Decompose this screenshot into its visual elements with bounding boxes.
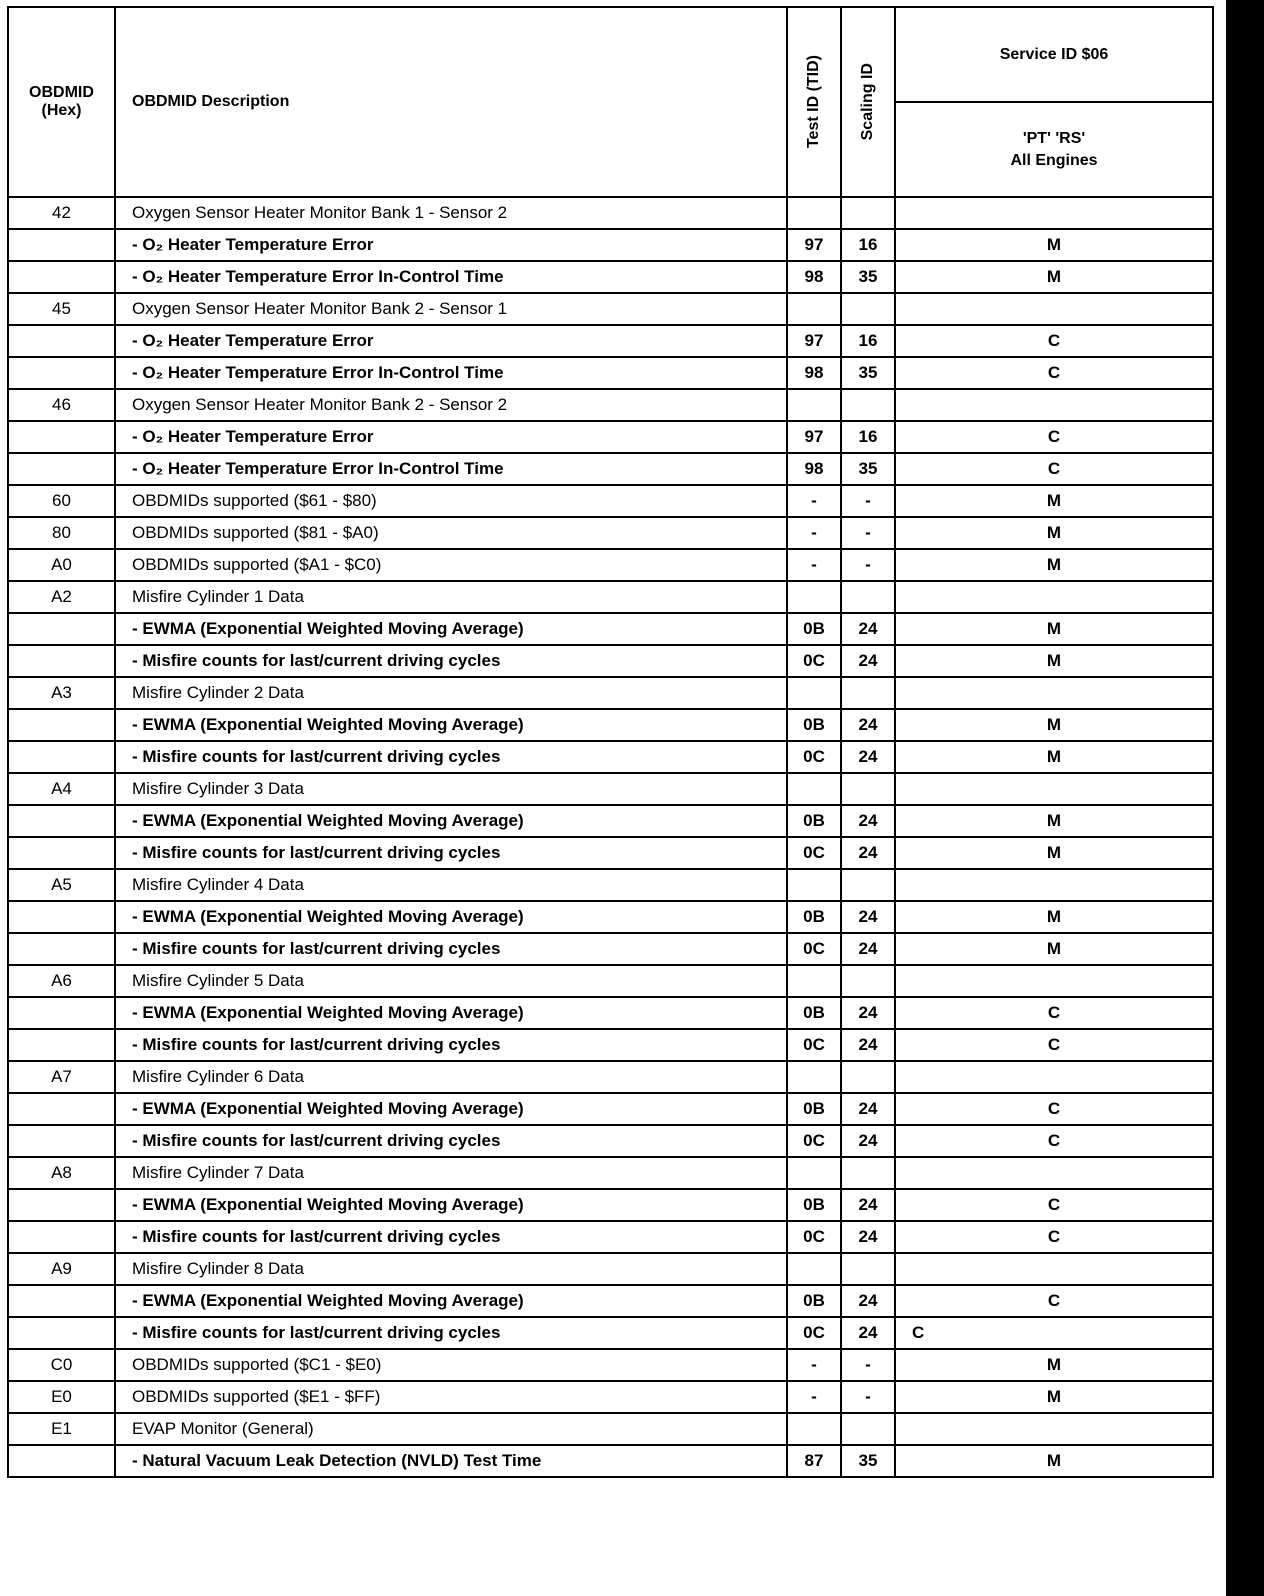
page-edge-bar: [1226, 0, 1264, 1596]
applicability-cell: M: [895, 613, 1213, 645]
description-cell: - EWMA (Exponential Weighted Moving Average): [115, 805, 787, 837]
header-service-label: Service ID $06: [999, 45, 1109, 63]
scaling-id-cell: 24: [841, 933, 895, 965]
scaling-id-cell: 24: [841, 1189, 895, 1221]
description-cell: - EWMA (Exponential Weighted Moving Average): [115, 709, 787, 741]
scaling-id-cell: 16: [841, 421, 895, 453]
scaling-id-cell: 24: [841, 1093, 895, 1125]
tid-cell: 0B: [787, 805, 841, 837]
description-cell: - O₂ Heater Temperature Error In-Control Time: [115, 261, 787, 293]
obdmid-hex-cell: [8, 261, 115, 293]
obdmid-hex-cell: A6: [8, 965, 115, 997]
applicability-cell: [895, 773, 1213, 805]
tid-cell: 0C: [787, 1125, 841, 1157]
tid-cell: 0C: [787, 933, 841, 965]
obdmid-hex-cell: E1: [8, 1413, 115, 1445]
applicability-cell: M: [895, 645, 1213, 677]
scaling-id-cell: 24: [841, 709, 895, 741]
obdmid-hex-cell: [8, 1285, 115, 1317]
obdmid-hex-cell: 42: [8, 197, 115, 229]
table-row: [8, 901, 1213, 933]
header-engines-line1: 'PT' 'RS': [1022, 129, 1086, 147]
applicability-cell: [895, 1413, 1213, 1445]
tid-cell: 87: [787, 1445, 841, 1477]
scaling-id-cell: [841, 1413, 895, 1445]
obdmid-hex-cell: A8: [8, 1157, 115, 1189]
obdmid-hex-cell: [8, 997, 115, 1029]
obdmid-hex-cell: A9: [8, 1253, 115, 1285]
description-cell: Oxygen Sensor Heater Monitor Bank 2 - Sensor 2: [115, 389, 787, 421]
applicability-cell: [895, 965, 1213, 997]
table-row: [8, 1349, 1213, 1381]
description-cell: - EWMA (Exponential Weighted Moving Average): [115, 1285, 787, 1317]
description-cell: - O₂ Heater Temperature Error In-Control Time: [115, 453, 787, 485]
tid-cell: 97: [787, 229, 841, 261]
description-cell: - O₂ Heater Temperature Error: [115, 325, 787, 357]
obdmid-hex-cell: [8, 805, 115, 837]
applicability-cell: [895, 1253, 1213, 1285]
table-row: [8, 1253, 1213, 1285]
scaling-id-cell: 35: [841, 1445, 895, 1477]
applicability-cell: M: [895, 1445, 1213, 1477]
scaling-id-cell: 16: [841, 229, 895, 261]
obdmid-hex-cell: [8, 325, 115, 357]
applicability-cell: M: [895, 837, 1213, 869]
header-tid-label: Test ID (TID): [805, 55, 822, 149]
obdmid-hex-cell: [8, 933, 115, 965]
obdmid-hex-cell: E0: [8, 1381, 115, 1413]
obdmid-hex-cell: [8, 709, 115, 741]
description-cell: - Misfire counts for last/current driving cycles: [115, 1317, 787, 1349]
description-cell: Misfire Cylinder 3 Data: [115, 773, 787, 805]
description-cell: - EWMA (Exponential Weighted Moving Average): [115, 613, 787, 645]
table-row: [8, 421, 1213, 453]
obdmid-hex-cell: [8, 1125, 115, 1157]
header-scaling-id: [841, 7, 895, 197]
description-cell: Oxygen Sensor Heater Monitor Bank 2 - Sensor 1: [115, 293, 787, 325]
description-cell: Misfire Cylinder 5 Data: [115, 965, 787, 997]
description-cell: OBDMIDs supported ($A1 - $C0): [115, 549, 787, 581]
tid-cell: -: [787, 517, 841, 549]
applicability-cell: C: [895, 421, 1213, 453]
obdmid-hex-cell: [8, 1445, 115, 1477]
table-row: [8, 869, 1213, 901]
description-cell: - EWMA (Exponential Weighted Moving Average): [115, 901, 787, 933]
obdmid-hex-cell: A5: [8, 869, 115, 901]
scaling-id-cell: 24: [841, 1221, 895, 1253]
tid-cell: -: [787, 1381, 841, 1413]
table-row: [8, 1317, 1213, 1349]
table-row: [8, 1445, 1213, 1477]
table-row: [8, 325, 1213, 357]
table-row: [8, 933, 1213, 965]
header-tid: [787, 7, 841, 197]
applicability-cell: M: [895, 805, 1213, 837]
header-scaling-label: Scaling ID: [859, 63, 876, 141]
scaling-id-cell: 35: [841, 261, 895, 293]
applicability-cell: C: [895, 1189, 1213, 1221]
tid-cell: [787, 1157, 841, 1189]
scaling-id-cell: 24: [841, 741, 895, 773]
table-row: [8, 805, 1213, 837]
table-row: [8, 1157, 1213, 1189]
applicability-cell: C: [895, 1029, 1213, 1061]
table-row: [8, 773, 1213, 805]
scaling-id-cell: -: [841, 1349, 895, 1381]
obdmid-hex-cell: [8, 837, 115, 869]
tid-cell: 0C: [787, 837, 841, 869]
scaling-id-cell: 24: [841, 805, 895, 837]
scaling-id-cell: [841, 197, 895, 229]
obdmid-document: [7, 6, 1212, 1478]
obdmid-hex-cell: A0: [8, 549, 115, 581]
tid-cell: [787, 773, 841, 805]
table-row: [8, 965, 1213, 997]
description-cell: - O₂ Heater Temperature Error: [115, 421, 787, 453]
applicability-cell: M: [895, 261, 1213, 293]
tid-cell: 0C: [787, 1317, 841, 1349]
obdmid-hex-cell: 60: [8, 485, 115, 517]
applicability-cell: C: [895, 1093, 1213, 1125]
table-row: [8, 1061, 1213, 1093]
applicability-cell: M: [895, 549, 1213, 581]
tid-cell: 97: [787, 325, 841, 357]
scaling-id-cell: [841, 1157, 895, 1189]
tid-cell: 0B: [787, 709, 841, 741]
table-row: [8, 581, 1213, 613]
applicability-cell: M: [895, 901, 1213, 933]
scaling-id-cell: [841, 581, 895, 613]
tid-cell: [787, 197, 841, 229]
table-row: [8, 261, 1213, 293]
obdmid-hex-cell: [8, 1221, 115, 1253]
tid-cell: 0B: [787, 1093, 841, 1125]
tid-cell: 97: [787, 421, 841, 453]
table-row: [8, 453, 1213, 485]
table-row: [8, 1221, 1213, 1253]
tid-cell: 98: [787, 261, 841, 293]
description-cell: - Misfire counts for last/current driving cycles: [115, 933, 787, 965]
scaling-id-cell: -: [841, 1381, 895, 1413]
obdmid-hex-cell: [8, 645, 115, 677]
scaling-id-cell: 24: [841, 901, 895, 933]
tid-cell: [787, 869, 841, 901]
description-cell: - O₂ Heater Temperature Error In-Control Time: [115, 357, 787, 389]
tid-cell: 0B: [787, 901, 841, 933]
applicability-cell: C: [895, 1221, 1213, 1253]
scaling-id-cell: [841, 389, 895, 421]
scaling-id-cell: 24: [841, 1125, 895, 1157]
scaling-id-cell: 24: [841, 613, 895, 645]
obdmid-hex-cell: [8, 453, 115, 485]
applicability-cell: [895, 389, 1213, 421]
header-engines: [895, 102, 1213, 197]
tid-cell: [787, 1253, 841, 1285]
scaling-id-cell: -: [841, 549, 895, 581]
description-cell: Misfire Cylinder 1 Data: [115, 581, 787, 613]
table-row: [8, 1093, 1213, 1125]
applicability-cell: C: [895, 1317, 1213, 1349]
table-row: [8, 645, 1213, 677]
applicability-cell: C: [895, 325, 1213, 357]
tid-cell: 0C: [787, 1221, 841, 1253]
applicability-cell: C: [895, 453, 1213, 485]
obdmid-hex-cell: A4: [8, 773, 115, 805]
description-cell: OBDMIDs supported ($81 - $A0): [115, 517, 787, 549]
scaling-id-cell: [841, 965, 895, 997]
tid-cell: [787, 965, 841, 997]
applicability-cell: C: [895, 997, 1213, 1029]
table-row: [8, 1381, 1213, 1413]
obdmid-hex-cell: [8, 1029, 115, 1061]
scaling-id-cell: [841, 677, 895, 709]
table-row: [8, 1029, 1213, 1061]
obdmid-hex-cell: A2: [8, 581, 115, 613]
tid-cell: 0C: [787, 741, 841, 773]
obdmid-hex-cell: 80: [8, 517, 115, 549]
applicability-cell: M: [895, 1349, 1213, 1381]
header-description-label: OBDMID Description: [132, 93, 290, 110]
description-cell: - Misfire counts for last/current driving cycles: [115, 1029, 787, 1061]
description-cell: - O₂ Heater Temperature Error: [115, 229, 787, 261]
obdmid-hex-cell: 46: [8, 389, 115, 421]
table-row: [8, 229, 1213, 261]
tid-cell: [787, 581, 841, 613]
applicability-cell: M: [895, 229, 1213, 261]
table-row: [8, 837, 1213, 869]
applicability-cell: M: [895, 517, 1213, 549]
obdmid-hex-cell: A3: [8, 677, 115, 709]
tid-cell: 0B: [787, 1189, 841, 1221]
applicability-cell: [895, 581, 1213, 613]
table-body: [8, 197, 1213, 1477]
applicability-cell: M: [895, 485, 1213, 517]
table-row: [8, 741, 1213, 773]
table-row: [8, 389, 1213, 421]
obdmid-hex-cell: [8, 901, 115, 933]
scaling-id-cell: -: [841, 485, 895, 517]
applicability-cell: [895, 869, 1213, 901]
applicability-cell: [895, 677, 1213, 709]
table-row: [8, 709, 1213, 741]
obdmid-hex-cell: [8, 229, 115, 261]
obdmid-hex-cell: [8, 741, 115, 773]
table-row: [8, 1189, 1213, 1221]
scaling-id-cell: [841, 293, 895, 325]
header-hex-label: (Hex): [41, 102, 82, 119]
scaling-id-cell: [841, 1253, 895, 1285]
scaling-id-cell: 16: [841, 325, 895, 357]
table-row: [8, 677, 1213, 709]
table-row: [8, 1285, 1213, 1317]
table-row: [8, 549, 1213, 581]
description-cell: Misfire Cylinder 6 Data: [115, 1061, 787, 1093]
scaling-id-cell: -: [841, 517, 895, 549]
scaling-id-cell: 24: [841, 837, 895, 869]
tid-cell: [787, 677, 841, 709]
description-cell: - Misfire counts for last/current driving cycles: [115, 1221, 787, 1253]
applicability-cell: [895, 1061, 1213, 1093]
header-description: [115, 7, 787, 197]
obdmid-hex-cell: [8, 421, 115, 453]
header-service-id: [895, 7, 1213, 102]
table-row: [8, 293, 1213, 325]
description-cell: - Natural Vacuum Leak Detection (NVLD) Test Time: [115, 1445, 787, 1477]
scaling-id-cell: 24: [841, 1285, 895, 1317]
table-row: [8, 997, 1213, 1029]
obdmid-hex-cell: [8, 1093, 115, 1125]
applicability-cell: [895, 1157, 1213, 1189]
description-cell: - Misfire counts for last/current driving cycles: [115, 837, 787, 869]
tid-cell: 0C: [787, 1029, 841, 1061]
applicability-cell: [895, 293, 1213, 325]
scaling-id-cell: 24: [841, 1317, 895, 1349]
scaling-id-cell: 24: [841, 1029, 895, 1061]
obdmid-hex-cell: [8, 357, 115, 389]
tid-cell: 98: [787, 453, 841, 485]
applicability-cell: M: [895, 1381, 1213, 1413]
description-cell: OBDMIDs supported ($61 - $80): [115, 485, 787, 517]
tid-cell: 0B: [787, 997, 841, 1029]
description-cell: - Misfire counts for last/current driving cycles: [115, 1125, 787, 1157]
scaling-id-cell: 35: [841, 453, 895, 485]
table-row: [8, 1413, 1213, 1445]
tid-cell: -: [787, 485, 841, 517]
scaling-id-cell: [841, 1061, 895, 1093]
tid-cell: -: [787, 1349, 841, 1381]
scaling-id-cell: 24: [841, 645, 895, 677]
description-cell: - Misfire counts for last/current driving cycles: [115, 741, 787, 773]
tid-cell: [787, 1061, 841, 1093]
description-cell: - EWMA (Exponential Weighted Moving Average): [115, 1093, 787, 1125]
description-cell: Misfire Cylinder 4 Data: [115, 869, 787, 901]
obdmid-hex-cell: [8, 613, 115, 645]
description-cell: Misfire Cylinder 7 Data: [115, 1157, 787, 1189]
obdmid-hex-cell: [8, 1317, 115, 1349]
applicability-cell: C: [895, 1285, 1213, 1317]
tid-cell: [787, 389, 841, 421]
description-cell: - EWMA (Exponential Weighted Moving Average): [115, 997, 787, 1029]
table-row: [8, 1125, 1213, 1157]
applicability-cell: M: [895, 709, 1213, 741]
scaling-id-cell: 35: [841, 357, 895, 389]
table-row: [8, 197, 1213, 229]
header-row: [8, 7, 1213, 102]
description-cell: EVAP Monitor (General): [115, 1413, 787, 1445]
table-row: [8, 357, 1213, 389]
description-cell: OBDMIDs supported ($E1 - $FF): [115, 1381, 787, 1413]
table-row: [8, 613, 1213, 645]
obdmid-hex-cell: 45: [8, 293, 115, 325]
table-row: [8, 485, 1213, 517]
tid-cell: [787, 1413, 841, 1445]
header-engines-line2: All Engines: [1010, 151, 1098, 169]
applicability-cell: C: [895, 1125, 1213, 1157]
obdmid-table: [7, 6, 1214, 1478]
applicability-cell: [895, 197, 1213, 229]
description-cell: Misfire Cylinder 8 Data: [115, 1253, 787, 1285]
description-cell: - EWMA (Exponential Weighted Moving Average): [115, 1189, 787, 1221]
table-row: [8, 517, 1213, 549]
applicability-cell: M: [895, 933, 1213, 965]
applicability-cell: M: [895, 741, 1213, 773]
header-obdmid-label: OBDMID: [29, 84, 94, 101]
scaling-id-cell: 24: [841, 997, 895, 1029]
tid-cell: 0B: [787, 1285, 841, 1317]
applicability-cell: C: [895, 357, 1213, 389]
obdmid-hex-cell: [8, 1189, 115, 1221]
description-cell: OBDMIDs supported ($C1 - $E0): [115, 1349, 787, 1381]
description-cell: Misfire Cylinder 2 Data: [115, 677, 787, 709]
tid-cell: -: [787, 549, 841, 581]
obdmid-hex-cell: C0: [8, 1349, 115, 1381]
tid-cell: 98: [787, 357, 841, 389]
scaling-id-cell: [841, 869, 895, 901]
description-cell: - Misfire counts for last/current driving cycles: [115, 645, 787, 677]
tid-cell: [787, 293, 841, 325]
description-cell: Oxygen Sensor Heater Monitor Bank 1 - Sensor 2: [115, 197, 787, 229]
scaling-id-cell: [841, 773, 895, 805]
tid-cell: 0B: [787, 613, 841, 645]
header-obdmid-hex: [8, 7, 115, 197]
obdmid-hex-cell: A7: [8, 1061, 115, 1093]
tid-cell: 0C: [787, 645, 841, 677]
